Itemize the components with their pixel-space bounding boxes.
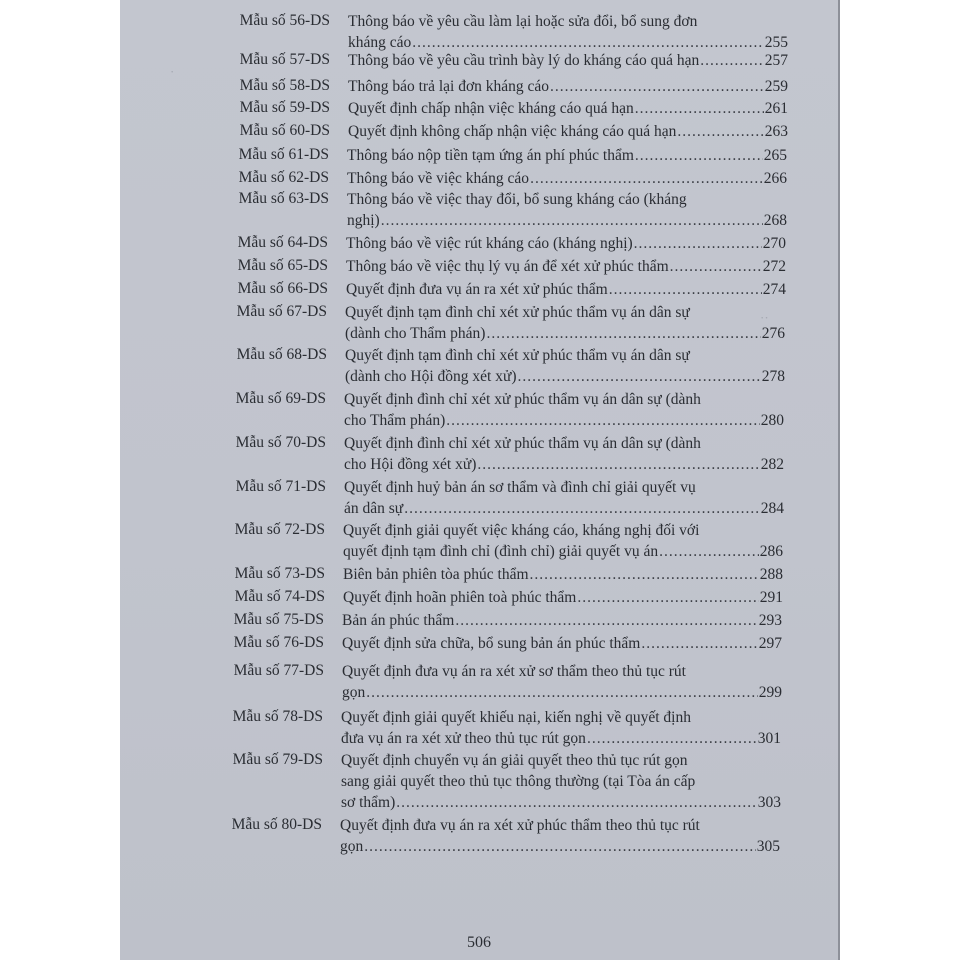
form-title xyxy=(343,564,783,585)
book-page xyxy=(120,0,838,960)
title-line: Quyết định đình chỉ xét xử phúc thẩm vụ án dân sự (dành xyxy=(344,391,701,408)
form-code: Mẫu số 60-DS xyxy=(239,122,330,139)
form-title xyxy=(347,189,787,231)
title-line: Thông báo về việc rút kháng cáo (kháng nghị) xyxy=(346,235,633,252)
dot-leader xyxy=(659,541,759,562)
form-code: Mẫu số 80-DS xyxy=(231,816,322,833)
title-line: Thông báo nộp tiền tạm ứng án phí phúc thẩm xyxy=(347,147,634,164)
dot-leader xyxy=(700,50,764,71)
page-reference: 280 xyxy=(760,412,784,429)
dot-leader xyxy=(486,323,760,344)
page-edge-shadow xyxy=(838,0,840,960)
form-title xyxy=(342,661,782,703)
title-line: Quyết định đưa vụ án ra xét xử phúc thẩm xyxy=(346,281,608,298)
title-last-line xyxy=(348,76,788,97)
dot-leader xyxy=(366,682,758,703)
page-reference: 293 xyxy=(758,612,782,629)
title-line: Quyết định giải quyết khiếu nại, kiến nghị về quyết định xyxy=(341,709,691,726)
dot-leader xyxy=(518,366,761,387)
title-last-line xyxy=(342,682,782,703)
form-title xyxy=(346,256,786,277)
page-reference: 301 xyxy=(757,730,781,747)
title-line: Bản án phúc thẩm xyxy=(342,612,455,629)
title-last-line xyxy=(342,633,782,654)
dot-leader xyxy=(530,564,759,585)
bleed-through-mark: ·· xyxy=(760,310,769,325)
title-last-line xyxy=(346,256,786,277)
form-title xyxy=(343,587,783,608)
title-last-line xyxy=(345,323,785,344)
form-title xyxy=(347,168,787,189)
form-code: Mẫu số 56-DS xyxy=(239,12,330,29)
form-title xyxy=(341,707,781,749)
page-reference: 266 xyxy=(763,170,787,187)
form-code: Mẫu số 71-DS xyxy=(235,478,326,495)
title-last-line xyxy=(341,792,781,813)
form-title xyxy=(343,520,783,562)
page-reference: 261 xyxy=(764,100,788,117)
form-code: Mẫu số 75-DS xyxy=(233,611,324,628)
title-line: (dành cho Thẩm phán) xyxy=(345,325,486,342)
title-line: (dành cho Hội đồng xét xử) xyxy=(345,368,517,385)
page-reference: 263 xyxy=(764,123,788,140)
dot-leader xyxy=(609,279,762,300)
form-code: Mẫu số 70-DS xyxy=(235,434,326,451)
form-code: Mẫu số 69-DS xyxy=(235,390,326,407)
title-line: Quyết định giải quyết việc kháng cáo, kháng nghị đối với xyxy=(343,522,700,539)
title-last-line xyxy=(348,98,788,119)
form-title xyxy=(344,389,784,431)
page-reference: 274 xyxy=(762,281,786,298)
title-line: quyết định tạm đình chỉ (đình chỉ) giải quyết vụ án xyxy=(343,543,659,560)
page-reference: 270 xyxy=(762,235,786,252)
dot-leader xyxy=(641,633,757,654)
form-code: Mẫu số 57-DS xyxy=(239,51,330,68)
form-title xyxy=(340,815,780,857)
title-line: sơ thẩm) xyxy=(341,794,396,811)
form-code: Mẫu số 62-DS xyxy=(238,169,329,186)
title-last-line xyxy=(347,145,787,166)
dot-leader xyxy=(577,587,758,608)
title-line: Quyết định chuyển vụ án giải quyết theo thủ tục rút gọn xyxy=(341,752,688,769)
page-reference: 284 xyxy=(760,500,784,517)
dot-leader xyxy=(550,76,764,97)
title-line: Quyết định không chấp nhận việc kháng cáo quá hạn xyxy=(348,123,677,140)
title-last-line xyxy=(347,210,787,231)
page-reference: 265 xyxy=(763,147,787,164)
title-line: gọn xyxy=(340,838,364,855)
form-title xyxy=(348,11,788,53)
title-last-line xyxy=(344,498,784,519)
page-reference: 297 xyxy=(758,635,782,652)
page-number: 506 xyxy=(467,934,491,951)
dot-leader xyxy=(364,836,756,857)
title-line: Quyết định đình chỉ xét xử phúc thẩm vụ án dân sự (dành xyxy=(344,435,701,452)
page-reference: 272 xyxy=(762,258,786,275)
dot-leader xyxy=(635,145,763,166)
dot-leader xyxy=(381,210,763,231)
page-reference: 257 xyxy=(764,52,788,69)
form-title xyxy=(348,76,788,97)
title-last-line xyxy=(341,728,781,749)
title-line: Quyết định chấp nhận việc kháng cáo quá hạn xyxy=(348,100,634,117)
form-title xyxy=(346,279,786,300)
title-line: Quyết định sửa chữa, bổ sung bản án phúc thẩm xyxy=(342,635,641,652)
title-line: Quyết định tạm đình chỉ xét xử phúc thẩm vụ án dân sự xyxy=(345,304,690,321)
title-line: án dân sự xyxy=(344,500,404,517)
form-title xyxy=(348,50,788,71)
title-line: Thông báo về yêu cầu trình bày lý do kháng cáo quá hạn xyxy=(348,52,700,69)
form-title xyxy=(341,750,781,813)
form-title xyxy=(348,98,788,119)
dot-leader xyxy=(530,168,763,189)
form-code: Mẫu số 66-DS xyxy=(237,280,328,297)
title-last-line xyxy=(346,233,786,254)
page-reference: 282 xyxy=(760,456,784,473)
dot-leader xyxy=(634,233,762,254)
form-code: Mẫu số 63-DS xyxy=(238,190,329,207)
table-of-contents xyxy=(120,0,838,960)
title-line: Quyết định huỷ bản án sơ thẩm và đình chỉ giải quyết vụ xyxy=(344,479,696,496)
title-last-line xyxy=(342,610,782,631)
dot-leader xyxy=(477,454,759,475)
dot-leader xyxy=(635,98,764,119)
form-title xyxy=(342,610,782,631)
title-line: Thông báo về việc kháng cáo xyxy=(347,170,530,187)
page-reference: 276 xyxy=(761,325,785,342)
page-reference: 288 xyxy=(759,566,783,583)
form-code: Mẫu số 76-DS xyxy=(233,634,324,651)
form-title xyxy=(344,477,784,519)
form-title xyxy=(345,345,785,387)
title-last-line xyxy=(343,564,783,585)
page-reference: 299 xyxy=(758,684,782,701)
title-last-line xyxy=(344,454,784,475)
title-line: sang giải quyết theo thủ tục thông thường (tại Tòa án cấp xyxy=(341,773,696,790)
title-line: Thông báo trả lại đơn kháng cáo xyxy=(348,78,550,95)
bleed-through-mark: · xyxy=(170,64,175,79)
form-code: Mẫu số 59-DS xyxy=(239,99,330,116)
dot-leader xyxy=(677,121,763,142)
form-code: Mẫu số 79-DS xyxy=(232,751,323,768)
title-line: Thông báo về việc thụ lý vụ án để xét xử phúc thẩm xyxy=(346,258,669,275)
title-line: cho Hội đồng xét xử) xyxy=(344,456,477,473)
title-last-line xyxy=(340,836,780,857)
title-line: Thông báo về việc thay đổi, bổ sung kháng cáo (kháng xyxy=(347,191,687,208)
page-reference: 305 xyxy=(756,838,780,855)
page-reference: 278 xyxy=(761,368,785,385)
title-last-line xyxy=(345,366,785,387)
form-code: Mẫu số 67-DS xyxy=(236,303,327,320)
title-last-line xyxy=(348,50,788,71)
title-line: Quyết định đưa vụ án ra xét xử phúc thẩm theo thủ tục rút xyxy=(340,817,700,834)
title-line: kháng cáo xyxy=(348,34,412,51)
dot-leader xyxy=(670,256,762,277)
form-code: Mẫu số 72-DS xyxy=(234,521,325,538)
title-line: Quyết định tạm đình chỉ xét xử phúc thẩm vụ án dân sự xyxy=(345,347,690,364)
page-reference: 291 xyxy=(759,589,783,606)
page-reference: 259 xyxy=(764,78,788,95)
title-last-line xyxy=(346,279,786,300)
title-line: gọn xyxy=(342,684,366,701)
title-line: nghị) xyxy=(347,212,380,229)
title-line: Quyết định đưa vụ án ra xét xử sơ thẩm theo thủ tục rút xyxy=(342,663,686,680)
dot-leader xyxy=(446,410,759,431)
form-code: Mẫu số 64-DS xyxy=(237,234,328,251)
form-code: Mẫu số 58-DS xyxy=(239,77,330,94)
title-line: cho Thẩm phán) xyxy=(344,412,446,429)
form-title xyxy=(344,433,784,475)
form-code: Mẫu số 78-DS xyxy=(232,708,323,725)
title-last-line xyxy=(347,168,787,189)
title-last-line xyxy=(344,410,784,431)
dot-leader xyxy=(455,610,757,631)
page-reference: 286 xyxy=(759,543,783,560)
dot-leader xyxy=(404,498,760,519)
title-last-line xyxy=(348,121,788,142)
form-code: Mẫu số 77-DS xyxy=(233,662,324,679)
form-title xyxy=(346,233,786,254)
dot-leader xyxy=(587,728,757,749)
form-code: Mẫu số 65-DS xyxy=(237,257,328,274)
form-code: Mẫu số 61-DS xyxy=(238,146,329,163)
form-code: Mẫu số 74-DS xyxy=(234,588,325,605)
title-line: đưa vụ án ra xét xử theo thủ tục rút gọn xyxy=(341,730,586,747)
form-title xyxy=(348,121,788,142)
title-last-line xyxy=(343,587,783,608)
title-line: Thông báo về yêu cầu làm lại hoặc sửa đổi, bổ sung đơn xyxy=(348,13,698,30)
title-last-line xyxy=(343,541,783,562)
page-reference: 255 xyxy=(764,34,788,51)
form-title xyxy=(342,633,782,654)
title-line: Quyết định hoãn phiên toà phúc thẩm xyxy=(343,589,577,606)
form-title xyxy=(347,145,787,166)
dot-leader xyxy=(396,792,756,813)
page-reference: 303 xyxy=(757,794,781,811)
page-reference: 268 xyxy=(763,212,787,229)
form-title xyxy=(345,302,785,344)
form-code: Mẫu số 68-DS xyxy=(236,346,327,363)
form-code: Mẫu số 73-DS xyxy=(234,565,325,582)
title-line: Biên bản phiên tòa phúc thẩm xyxy=(343,566,529,583)
